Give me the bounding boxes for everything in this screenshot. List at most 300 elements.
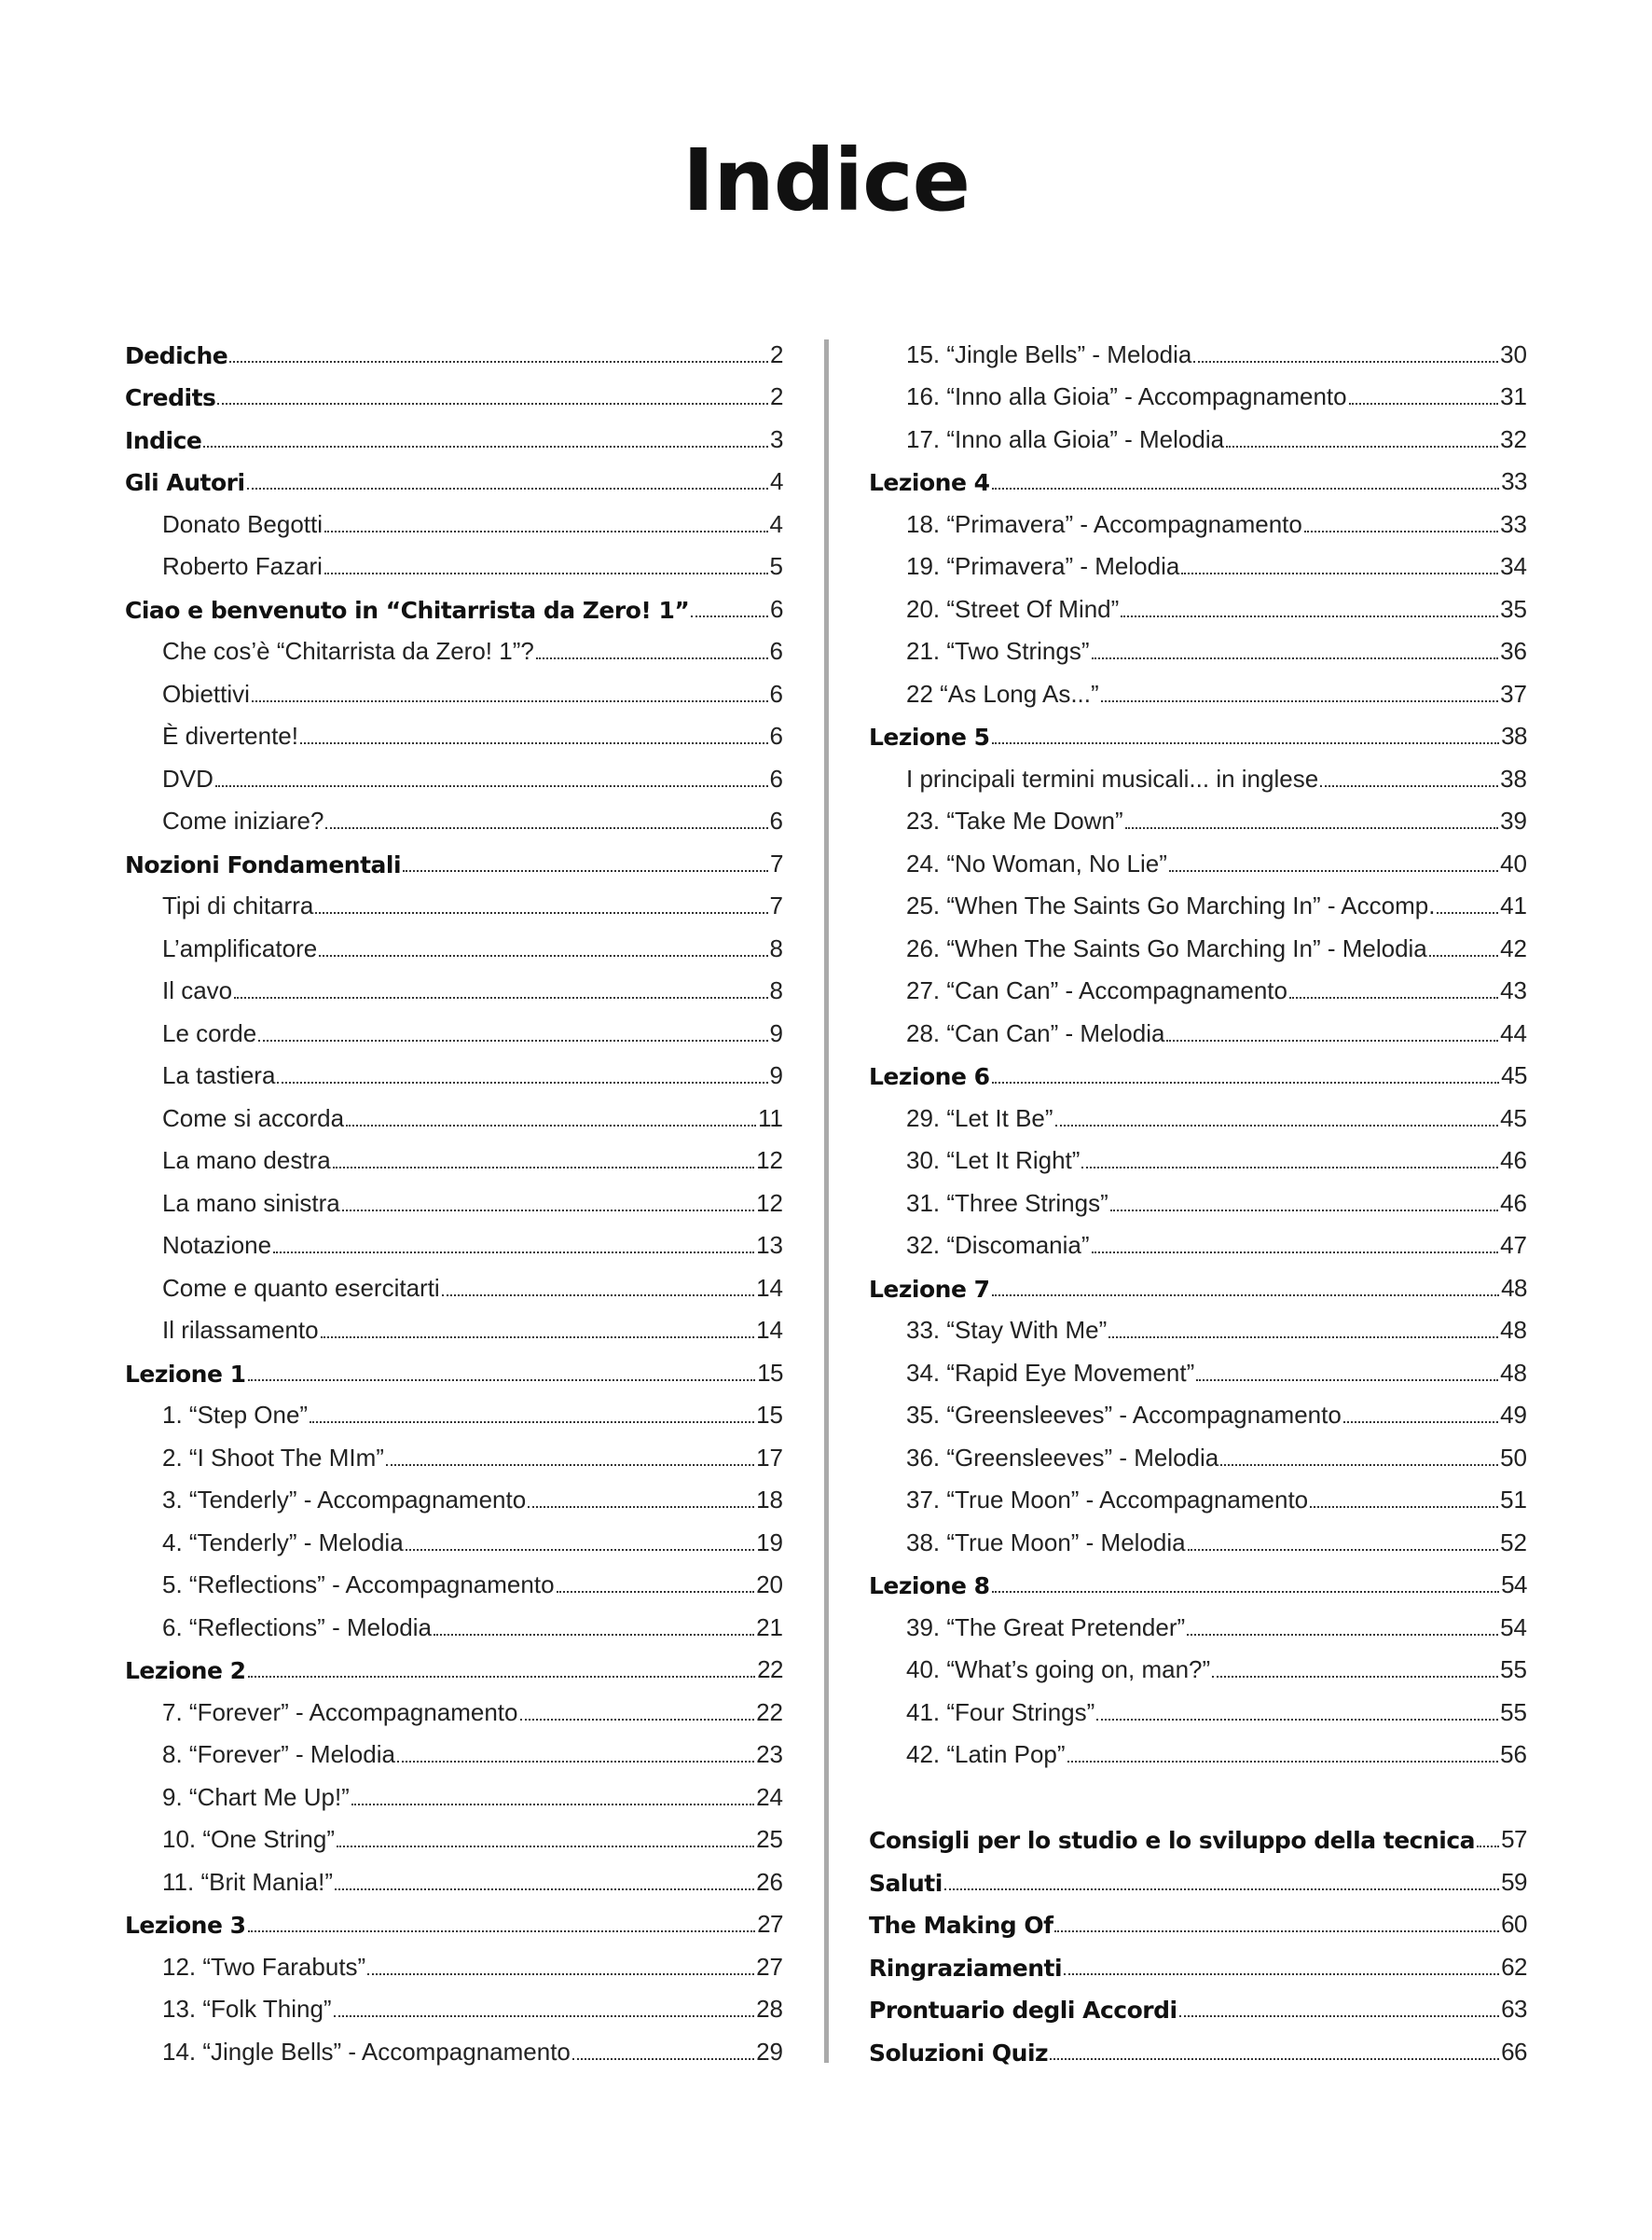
toc-subentry[interactable] <box>125 880 783 923</box>
dot-leader <box>1437 912 1498 914</box>
dot-leader <box>319 955 767 957</box>
toc-subentry[interactable] <box>125 1390 783 1432</box>
toc-entry-label: Ringraziamenti <box>869 1954 1063 1982</box>
dot-leader <box>1477 1846 1499 1847</box>
dot-leader <box>258 1040 767 1042</box>
toc-page-number: 12 <box>756 1146 783 1174</box>
toc-page-number: 50 <box>1500 1443 1527 1472</box>
toc-entry-label: 9. “Chart Me Up!” <box>162 1782 350 1811</box>
toc-entry-label: Le corde <box>162 1018 257 1047</box>
toc-entry-label: Lezione 2 <box>125 1657 246 1684</box>
toc-entry-label: 2. “I Shoot The MIm” <box>162 1443 384 1472</box>
toc-page-number: 20 <box>756 1570 783 1598</box>
toc-entry-label: L’amplificatore <box>162 933 318 962</box>
dot-leader <box>572 2058 754 2060</box>
toc-subentry[interactable] <box>125 1262 783 1305</box>
toc-entry-label: Roberto Fazari <box>162 552 323 580</box>
toc-subentry[interactable] <box>869 371 1527 414</box>
toc-subentry[interactable] <box>125 1941 783 1984</box>
dot-leader <box>403 870 768 872</box>
page-title: Indice <box>681 131 971 230</box>
toc-subentry[interactable] <box>869 880 1527 923</box>
toc-page-number: 9 <box>769 1018 783 1047</box>
toc-entry-label: 34. “Rapid Eye Movement” <box>906 1358 1195 1387</box>
toc-entry-label: 16. “Inno alla Gioia” - Accompagnamento <box>906 382 1347 410</box>
toc-section-entry[interactable] <box>869 711 1527 754</box>
toc-entry-label: 27. “Can Can” - Accompagnamento <box>906 976 1287 1004</box>
dot-leader <box>992 1591 1500 1593</box>
toc-entry-label: I principali termini musicali... in inglese <box>906 764 1319 793</box>
dot-leader <box>252 700 768 702</box>
toc-page-number: 39 <box>1500 807 1527 835</box>
toc-entry-label: 12. “Two Farabuts” <box>162 1952 366 1981</box>
toc-entry-label: 23. “Take Me Down” <box>906 807 1123 835</box>
dot-leader <box>1429 955 1498 957</box>
toc-section-entry[interactable] <box>125 583 783 626</box>
toc-subentry[interactable] <box>125 1856 783 1899</box>
toc-page-number: 41 <box>1500 892 1527 920</box>
toc-subentry[interactable] <box>125 1220 783 1263</box>
toc-entry-label: 25. “When The Saints Go Marching In” - Accomp. <box>906 892 1436 920</box>
dot-leader <box>1320 785 1498 787</box>
toc-page-number: 8 <box>769 976 783 1004</box>
toc-subentry[interactable] <box>125 1984 783 2026</box>
toc-entry-label: 22 “As Long As...” <box>906 679 1099 708</box>
toc-page-number: 14 <box>756 1316 783 1344</box>
toc-page-number: 32 <box>1500 424 1527 453</box>
toc-subentry[interactable] <box>125 1559 783 1602</box>
toc-section-entry[interactable] <box>869 1984 1527 2026</box>
toc-subentry[interactable] <box>125 1177 783 1220</box>
toc-page-number: 25 <box>756 1825 783 1853</box>
toc-entry-label: 11. “Brit Mania!” <box>162 1867 334 1896</box>
dot-leader <box>691 615 768 617</box>
toc-entry-label: 7. “Forever” - Accompagnamento <box>162 1697 518 1726</box>
toc-page-number: 34 <box>1500 552 1527 580</box>
dot-leader <box>300 742 768 744</box>
toc-page-number: 33 <box>1500 509 1527 538</box>
toc-subentry[interactable] <box>869 1135 1527 1178</box>
toc-subentry[interactable] <box>869 1177 1527 1220</box>
toc-page-number: 37 <box>1500 679 1527 708</box>
toc-subentry[interactable] <box>125 1007 783 1050</box>
dot-leader <box>386 1464 754 1466</box>
toc-page-number: 48 <box>1500 1316 1527 1344</box>
toc-section-entry[interactable] <box>869 1941 1527 1984</box>
toc-subentry[interactable] <box>125 1516 783 1559</box>
dot-leader <box>1220 1464 1498 1466</box>
toc-page-number: 27 <box>757 1910 783 1938</box>
toc-subentry[interactable] <box>125 1686 783 1729</box>
dot-leader <box>215 785 768 787</box>
dot-leader <box>944 1888 1499 1890</box>
toc-page-number: 44 <box>1500 1018 1527 1047</box>
dot-leader <box>248 1930 756 1932</box>
toc-page-number: 18 <box>756 1486 783 1514</box>
toc-subentry[interactable] <box>125 1601 783 1644</box>
toc-page-number: 9 <box>769 1061 783 1089</box>
toc-subentry[interactable] <box>125 626 783 669</box>
dot-leader <box>277 1082 767 1084</box>
toc-section-entry[interactable] <box>869 1856 1527 1899</box>
toc-entry-label: 18. “Primavera” - Accompagnamento <box>906 509 1302 538</box>
toc-entry-label: Prontuario degli Accordi <box>869 1997 1177 2024</box>
dot-leader <box>324 573 768 574</box>
toc-page-number: 46 <box>1500 1146 1527 1174</box>
dot-leader <box>1050 2058 1499 2060</box>
dot-leader <box>1121 615 1498 617</box>
toc-page-number: 45 <box>1500 1103 1527 1132</box>
toc-page-number: 31 <box>1500 382 1527 410</box>
dot-leader <box>1092 657 1499 659</box>
toc-entry-label: 4. “Tenderly” - Melodia <box>162 1528 404 1556</box>
toc-page-number: 49 <box>1500 1401 1527 1429</box>
toc-page-number: 30 <box>1500 339 1527 368</box>
toc-entry-label: DVD <box>162 764 213 793</box>
toc-page-number: 5 <box>769 552 783 580</box>
toc-page-number: 3 <box>770 424 783 453</box>
dot-leader <box>342 1210 754 1211</box>
dot-leader <box>248 1676 756 1678</box>
toc-subentry[interactable] <box>125 1729 783 1772</box>
dot-leader <box>992 1294 1500 1296</box>
dot-leader <box>1310 1506 1498 1508</box>
toc-entry-label: 10. “One String” <box>162 1825 335 1853</box>
dot-leader <box>1067 1761 1499 1763</box>
toc-entry-label: Lezione 6 <box>869 1063 990 1090</box>
toc-page-number: 57 <box>1501 1825 1527 1853</box>
toc-subentry[interactable] <box>125 541 783 584</box>
toc-subentry[interactable] <box>869 541 1527 584</box>
toc-subentry[interactable] <box>869 1516 1527 1559</box>
toc-subentry[interactable] <box>125 1814 783 1857</box>
toc-subentry[interactable] <box>869 753 1527 795</box>
toc-subentry[interactable] <box>869 413 1527 456</box>
toc-page-number: 36 <box>1500 637 1527 665</box>
toc-page-number: 21 <box>756 1612 783 1641</box>
dot-leader <box>1108 1336 1498 1338</box>
dot-leader <box>1289 997 1498 999</box>
dot-leader <box>1349 403 1498 405</box>
toc-subentry[interactable] <box>125 1092 783 1135</box>
toc-page-number: 40 <box>1500 849 1527 878</box>
toc-subentry[interactable] <box>869 922 1527 965</box>
toc-section-entry[interactable] <box>125 456 783 499</box>
toc-page-number: 23 <box>756 1740 783 1768</box>
toc-section-entry[interactable] <box>125 1899 783 1942</box>
toc-entry-label: Lezione 5 <box>869 724 990 751</box>
toc-entry-label: Indice <box>125 426 202 454</box>
toc-subentry[interactable] <box>869 1220 1527 1263</box>
toc-right-column <box>869 328 1527 2068</box>
toc-page-number: 15 <box>757 1358 783 1387</box>
dot-leader <box>528 1506 754 1508</box>
dot-leader <box>335 1888 754 1890</box>
toc-entry-label: 36. “Greensleeves” - Melodia <box>906 1443 1219 1472</box>
toc-entry-label: 1. “Step One” <box>162 1401 309 1429</box>
toc-section-entry[interactable] <box>125 328 783 371</box>
dot-leader <box>324 531 768 532</box>
dot-leader <box>337 1846 754 1847</box>
toc-page-number: 6 <box>769 637 783 665</box>
toc-subentry[interactable] <box>869 965 1527 1008</box>
toc-subentry[interactable] <box>869 795 1527 838</box>
toc-entry-label: 42. “Latin Pop” <box>906 1740 1066 1768</box>
toc-section-entry[interactable] <box>125 1347 783 1390</box>
toc-entry-label: 3. “Tenderly” - Accompagnamento <box>162 1486 527 1514</box>
toc-page-number: 12 <box>756 1188 783 1217</box>
toc-page-number: 63 <box>1501 1995 1527 2023</box>
toc-spacer <box>869 1771 1527 1814</box>
toc-page-number: 47 <box>1500 1231 1527 1259</box>
toc-subentry[interactable] <box>869 1390 1527 1432</box>
dot-leader <box>520 1719 755 1721</box>
toc-page-number: 54 <box>1501 1570 1527 1598</box>
toc-subentry[interactable] <box>869 1305 1527 1348</box>
toc-page-number: 62 <box>1501 1952 1527 1981</box>
dot-leader <box>1096 1719 1498 1721</box>
toc-entry-label: Donato Begotti <box>162 509 324 538</box>
toc-page-number: 46 <box>1500 1188 1527 1217</box>
dot-leader <box>1193 361 1498 363</box>
toc-entry-label: 33. “Stay With Me” <box>906 1316 1108 1344</box>
toc-entry-label: Obiettivi <box>162 679 250 708</box>
toc-subentry[interactable] <box>869 1729 1527 1772</box>
toc-subentry[interactable] <box>869 837 1527 880</box>
toc-entry-label: The Making Of <box>869 1912 1053 1939</box>
toc-page-number: 52 <box>1500 1528 1527 1556</box>
toc-subentry[interactable] <box>125 965 783 1008</box>
toc-entry-label: 15. “Jingle Bells” - Melodia <box>906 339 1192 368</box>
toc-left-column <box>125 328 783 2068</box>
dot-leader <box>1187 1634 1498 1636</box>
dot-leader <box>217 403 768 405</box>
dot-leader <box>334 2015 754 2017</box>
toc-page-number: 48 <box>1500 1358 1527 1387</box>
dot-leader <box>248 1379 756 1381</box>
toc-entry-label: La mano destra <box>162 1146 331 1174</box>
dot-leader <box>1179 2015 1500 2017</box>
toc-page-number: 4 <box>769 509 783 538</box>
toc-page-number: 2 <box>770 382 783 410</box>
toc-subentry[interactable] <box>869 1686 1527 1729</box>
toc-page-number: 51 <box>1500 1486 1527 1514</box>
dot-leader <box>367 1973 754 1975</box>
toc-page-number: 27 <box>756 1952 783 1981</box>
dot-leader <box>1092 1251 1499 1253</box>
toc-page-number: 15 <box>756 1401 783 1429</box>
dot-leader <box>234 997 767 999</box>
toc-page-number: 59 <box>1501 1867 1527 1896</box>
toc-subentry[interactable] <box>869 498 1527 541</box>
toc-section-entry[interactable] <box>125 413 783 456</box>
toc-entry-label: 41. “Four Strings” <box>906 1697 1095 1726</box>
toc-entry-label: 38. “True Moon” - Melodia <box>906 1528 1186 1556</box>
dot-leader <box>536 657 768 659</box>
toc-subentry[interactable] <box>125 1431 783 1474</box>
toc-page-number: 48 <box>1501 1273 1527 1302</box>
toc-entry-label: Come iniziare? <box>162 807 324 835</box>
toc-page-number: 60 <box>1501 1910 1527 1938</box>
toc-entry-label: 28. “Can Can” - Melodia <box>906 1018 1165 1047</box>
toc-page-number: 42 <box>1500 933 1527 962</box>
toc-subentry[interactable] <box>869 1474 1527 1517</box>
dot-leader <box>247 488 768 490</box>
toc-page-number: 11 <box>758 1103 783 1132</box>
toc-subentry[interactable] <box>869 1644 1527 1687</box>
dot-leader <box>310 1421 754 1423</box>
toc-page-number: 8 <box>769 933 783 962</box>
toc-subentry[interactable] <box>125 2026 783 2068</box>
toc-page-number: 55 <box>1500 1697 1527 1726</box>
toc-section-entry[interactable] <box>125 837 783 880</box>
toc-page-number: 4 <box>770 467 783 495</box>
toc-section-entry[interactable] <box>869 1559 1527 1602</box>
toc-entry-label: Gli Autori <box>125 469 245 496</box>
toc-subentry[interactable] <box>869 328 1527 371</box>
toc-entry-label: 21. “Two Strings” <box>906 637 1090 665</box>
dot-leader <box>1081 1167 1498 1168</box>
toc-page-number: 55 <box>1500 1655 1527 1683</box>
dot-leader <box>1101 700 1498 702</box>
dot-leader <box>557 1591 755 1593</box>
toc-entry-label: 24. “No Woman, No Lie” <box>906 849 1167 878</box>
toc-subentry[interactable] <box>125 1771 783 1814</box>
toc-section-entry[interactable] <box>869 1899 1527 1942</box>
toc-entry-label: 19. “Primavera” - Melodia <box>906 552 1180 580</box>
toc-entry-label: Il cavo <box>162 976 233 1004</box>
toc-subentry[interactable] <box>869 1092 1527 1135</box>
toc-entry-label: È divertente! <box>162 722 298 750</box>
toc-entry-label: 6. “Reflections” - Melodia <box>162 1612 432 1641</box>
dot-leader <box>1125 827 1498 829</box>
dot-leader <box>1188 1549 1498 1551</box>
toc-subentry[interactable] <box>125 1135 783 1178</box>
toc-page-number: 38 <box>1500 764 1527 793</box>
toc-page-number: 17 <box>756 1443 783 1472</box>
column-divider <box>824 339 829 2063</box>
toc-page-number: 33 <box>1501 467 1527 495</box>
toc-page-number: 56 <box>1500 1740 1527 1768</box>
toc-subentry[interactable] <box>125 1305 783 1348</box>
toc-subentry[interactable] <box>125 668 783 711</box>
toc-page-number: 35 <box>1500 594 1527 623</box>
toc-subentry[interactable] <box>125 1050 783 1093</box>
dot-leader <box>1110 1210 1498 1211</box>
dot-leader <box>1196 1379 1498 1381</box>
dot-leader <box>1054 1930 1499 1932</box>
toc-page-number: 38 <box>1501 722 1527 750</box>
toc-subentry[interactable] <box>125 753 783 795</box>
toc-entry-label: Tipi di chitarra <box>162 892 314 920</box>
toc-entry-label: 32. “Discomania” <box>906 1231 1090 1259</box>
dot-leader <box>992 1082 1500 1084</box>
toc-page-number: 24 <box>756 1782 783 1811</box>
toc-subentry[interactable] <box>869 1601 1527 1644</box>
toc-entry-label: 5. “Reflections” - Accompagnamento <box>162 1570 555 1598</box>
toc-entry-label: 29. “Let It Be” <box>906 1103 1053 1132</box>
dot-leader <box>315 912 767 914</box>
toc-entry-label: 39. “The Great Pretender” <box>906 1612 1186 1641</box>
dot-leader <box>442 1294 754 1296</box>
toc-entry-label: 26. “When The Saints Go Marching In” - Melodia <box>906 933 1427 962</box>
toc-section-entry[interactable] <box>869 1050 1527 1093</box>
toc-page-number: 22 <box>757 1655 783 1683</box>
dot-leader <box>1169 870 1498 872</box>
toc-entry-label: La mano sinistra <box>162 1188 340 1217</box>
toc-entry-label: 40. “What’s going on, man?” <box>906 1655 1211 1683</box>
toc-section-entry[interactable] <box>869 1814 1527 1857</box>
toc-page-number: 19 <box>756 1528 783 1556</box>
toc-entry-label: Come si accorda <box>162 1103 345 1132</box>
toc-entry-label: 35. “Greensleeves” - Accompagnamento <box>906 1401 1342 1429</box>
toc-page-number: 22 <box>756 1697 783 1726</box>
toc-entry-label: Il rilassamento <box>162 1316 319 1344</box>
dot-leader <box>992 742 1500 744</box>
dot-leader <box>1343 1421 1498 1423</box>
toc-section-entry[interactable] <box>125 371 783 414</box>
dot-leader <box>1226 446 1498 448</box>
toc-entry-label: Saluti <box>869 1869 943 1897</box>
toc-section-entry[interactable] <box>125 1644 783 1687</box>
toc-subentry[interactable] <box>869 626 1527 669</box>
toc-entry-label: Ciao e benvenuto in “Chitarrista da Zero! 1” <box>125 596 690 624</box>
toc-subentry[interactable] <box>869 1007 1527 1050</box>
dot-leader <box>351 1804 754 1805</box>
toc-page-number: 6 <box>769 722 783 750</box>
dot-leader <box>333 1167 754 1168</box>
toc-page-number: 29 <box>756 2037 783 2066</box>
dot-leader <box>346 1125 756 1127</box>
toc-page-number: 6 <box>769 807 783 835</box>
toc-section-entry[interactable] <box>869 2026 1527 2068</box>
toc-subentry[interactable] <box>869 668 1527 711</box>
toc-subentry[interactable] <box>869 583 1527 626</box>
dot-leader <box>325 827 767 829</box>
dot-leader <box>1166 1040 1498 1042</box>
toc-subentry[interactable] <box>125 922 783 965</box>
dot-leader <box>1304 531 1498 532</box>
toc-page-number: 54 <box>1500 1612 1527 1641</box>
toc-entry-label: Dediche <box>125 341 228 369</box>
dot-leader <box>1181 573 1498 574</box>
toc-page-number: 13 <box>756 1231 783 1259</box>
toc-entry-label: 30. “Let It Right” <box>906 1146 1081 1174</box>
toc-subentry[interactable] <box>125 498 783 541</box>
toc-subentry[interactable] <box>869 1431 1527 1474</box>
toc-page-number: 6 <box>770 594 783 623</box>
dot-leader <box>1212 1676 1498 1678</box>
toc-subentry[interactable] <box>125 1474 783 1517</box>
dot-leader <box>406 1549 754 1551</box>
dot-leader <box>229 361 768 363</box>
toc-entry-label: Notazione <box>162 1231 272 1259</box>
toc-page-number: 7 <box>770 849 783 878</box>
toc-page-number: 26 <box>756 1867 783 1896</box>
toc-entry-label: Soluzioni Quiz <box>869 2039 1049 2067</box>
dot-leader <box>992 488 1500 490</box>
toc-subentry[interactable] <box>125 795 783 838</box>
toc-subentry[interactable] <box>125 711 783 754</box>
toc-entry-label: La tastiera <box>162 1061 276 1089</box>
toc-subentry[interactable] <box>869 1347 1527 1390</box>
toc-entry-label: 17. “Inno alla Gioia” - Melodia <box>906 424 1225 453</box>
toc-entry-label: Che cos’è “Chitarrista da Zero! 1”? <box>162 637 534 665</box>
toc-section-entry[interactable] <box>869 1262 1527 1305</box>
dot-leader <box>203 446 768 448</box>
toc-entry-label: Come e quanto esercitarti <box>162 1273 440 1302</box>
toc-section-entry[interactable] <box>869 456 1527 499</box>
